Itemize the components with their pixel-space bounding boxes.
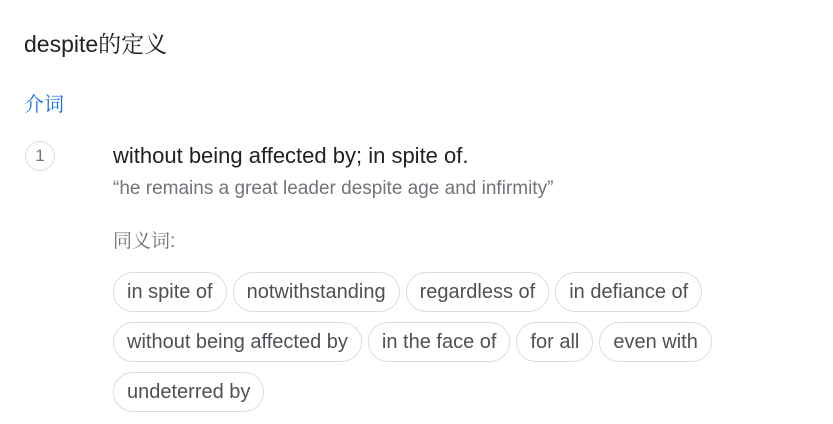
synonym-chip-in-defiance-of[interactable]: in defiance of: [555, 272, 702, 312]
synonym-chip-regardless-of[interactable]: regardless of: [406, 272, 550, 312]
dictionary-title: despite的定义: [24, 31, 168, 57]
synonyms-label: 同义词:: [113, 231, 176, 252]
synonym-chip-row: [113, 272, 702, 312]
synonym-chip-without-being-affected-by[interactable]: without being affected by: [113, 322, 362, 362]
synonym-chip-for-all[interactable]: for all: [516, 322, 593, 362]
definition-text: without being affected by; in spite of.: [113, 143, 469, 168]
synonym-chip-in-spite-of[interactable]: in spite of: [113, 272, 227, 312]
synonym-chip-undeterred-by[interactable]: undeterred by: [113, 372, 264, 412]
sense-number-badge: 1: [25, 141, 55, 171]
example-sentence: “he remains a great leader despite age and infirmity”: [113, 178, 554, 199]
synonym-chip-in-the-face-of[interactable]: in the face of: [368, 322, 511, 362]
synonym-chip-even-with[interactable]: even with: [599, 322, 712, 362]
part-of-speech-label: 介词: [24, 94, 64, 116]
synonym-chip-notwithstanding[interactable]: notwithstanding: [233, 272, 400, 312]
synonym-chip-row: [113, 372, 264, 412]
synonym-chip-row: [113, 322, 712, 362]
